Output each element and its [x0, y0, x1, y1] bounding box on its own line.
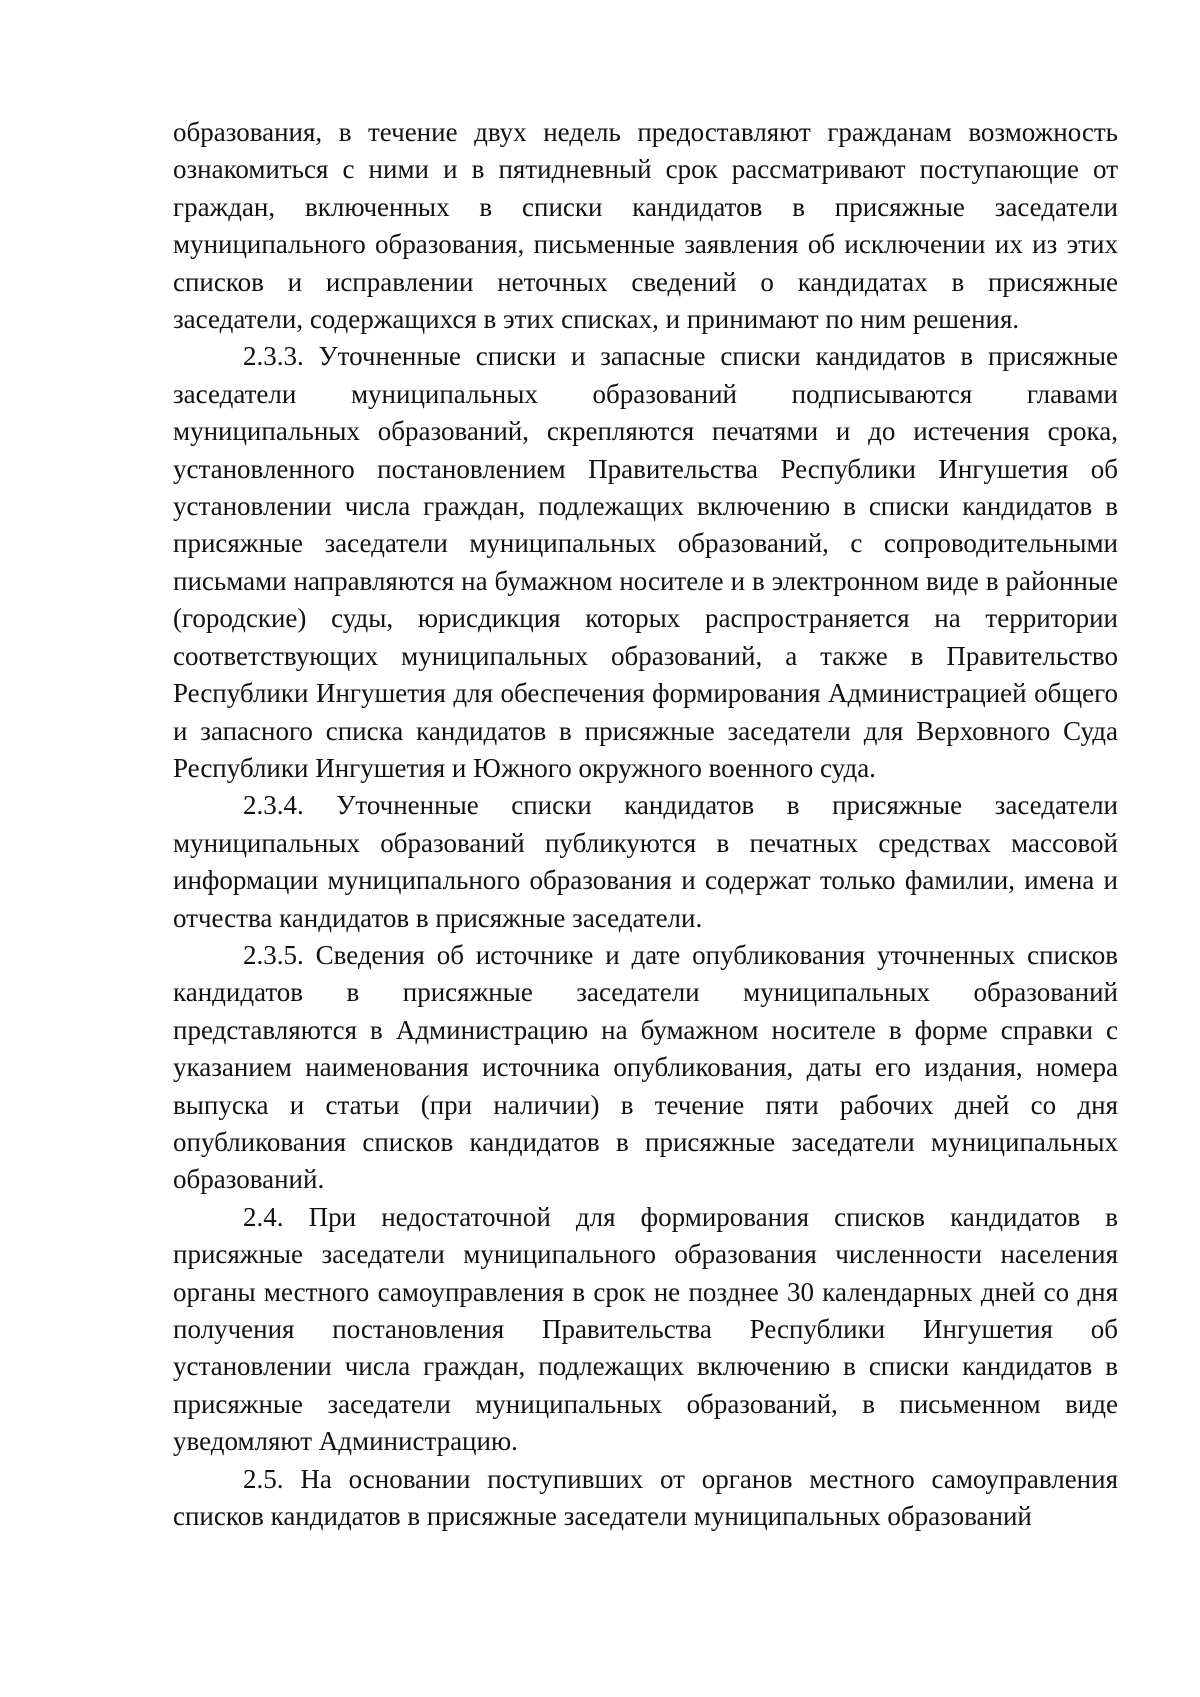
paragraph-2-3-4: 2.3.4. Уточненные списки кандидатов в присяжные заседатели муниципальных образований публикуются в печатных средствах массовой информации муниципального образования и содержат только фамилии, имена и отчества кандидатов в присяжные заседатели.: [173, 790, 1118, 933]
paragraph-2-3-5: 2.3.5. Сведения об источнике и дате опубликования уточненных списков кандидатов в присяжные заседатели муниципальных образований представляются в Администрацию на бумажном носителе в форме справки с указанием наименования источника опубликования, даты его издания, номера выпуска и статьи (при наличии) в течение пяти рабочих дней со дня опубликования списков кандидатов в присяжные заседатели муниципальных образований.: [173, 939, 1118, 1195]
paragraph-2-4: 2.4. При недостаточной для формирования списков кандидатов в присяжные заседатели муниципального образования численности населения органы местного самоуправления в срок не позднее 30 календарных дней со дня получения постановления Правительства Республики Ингушетия об установлении числа граждан, подлежащих включению в списки кандидатов в присяжные заседатели муниципальных образований, в письменном виде уведомляют Администрацию.: [173, 1201, 1118, 1457]
paragraph-2-5: 2.5. На основании поступивших от органов местного самоуправления списков кандидатов в присяжные заседатели муниципальных образований: [173, 1463, 1118, 1532]
document-page: [173, 114, 1118, 1535]
paragraph-continued: образования, в течение двух недель предоставляют гражданам возможность ознакомиться с ними и в пятидневный срок рассматривают поступающие от граждан, включенных в списки кандидатов в присяжные заседатели муниципального образования, письменные заявления об исключении их из этих списков и исправлении неточных сведений о кандидатах в присяжные заседатели, содержащихся в этих списках, и принимают по ним решения.: [173, 117, 1118, 335]
paragraph-2-3-3: 2.3.3. Уточненные списки и запасные списки кандидатов в присяжные заседатели муниципальных образований подписываются главами муниципальных образований, скрепляются печатями и до истечения срока, установленного постановлением Правительства Республики Ингушетия об установлении числа граждан, подлежащих включению в списки кандидатов в присяжные заседатели муниципальных образований, с сопроводительными письмами направляются на бумажном носителе и в электронном виде в районные (городские) суды, юрисдикция которых распространяется на территории соответствующих муниципальных образований, а также в Правительство Республики Ингушетия для обеспечения формирования Администрацией общего и запасного списка кандидатов в присяжные заседатели для Верховного Суда Республики Ингушетия и Южного окружного военного суда.: [173, 341, 1118, 783]
